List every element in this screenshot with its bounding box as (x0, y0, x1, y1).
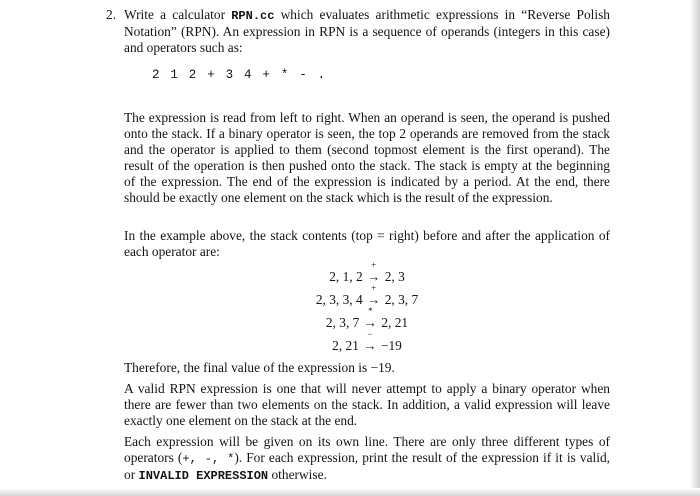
reading-rules-paragraph: The expression is read from left to right. When an operand is seen, the operand is pushed onto the stack. If a binary operator is seen, the top 2 operands are removed from the stack and the operator is applied to them (second topmost element is the first operand). The result of the operation is then pushed onto the stack. The stack is empty at the beginning of the expression. The end of the expression is indicated by a period. At the end, there should be exactly one element on the stack which is the result of the expression. (124, 110, 610, 205)
intro-text-start: Write a calculator (124, 7, 232, 22)
rpn-example-expression: 2 1 2 + 3 4 + * - . (152, 68, 327, 82)
apply-operator-arrow: − → (363, 329, 377, 353)
input-text-end: otherwise. (268, 467, 327, 482)
input-output-paragraph (124, 434, 610, 484)
example-intro-paragraph: In the example above, the stack contents (top = right) before and after the application of each operator are: (124, 228, 610, 259)
intro-text-end: which evaluates arithmetic expressions in “Reverse Polish Notation” (RPN). An expression in RPN is a sequence of operands (integers in this case) and operators such as: (124, 7, 611, 55)
stack-after: −19 (380, 338, 402, 353)
stack-before: 2, 21 (332, 338, 359, 353)
question-number: 2. (106, 7, 117, 22)
final-value-paragraph: Therefore, the final value of the expression is −19. (124, 360, 395, 375)
stack-after: 2, 21 (381, 315, 409, 330)
input-text-start: Each expression will be given on its own line. There are only three different types of operators ( (124, 434, 610, 465)
invalid-expression-code: INVALID EXPRESSION (138, 469, 269, 483)
operator-symbol: + (371, 283, 377, 293)
page-edge-shadow-bottom (0, 488, 700, 496)
page-edge-shadow-right (690, 0, 700, 496)
stack-after: 2, 3 (384, 269, 405, 284)
stack-after: 2, 3, 7 (384, 292, 419, 307)
stack-before: 2, 1, 2 (329, 269, 363, 284)
apply-operator-arrow: * → (363, 306, 378, 330)
valid-expression-paragraph: A valid RPN expression is one that will never attempt to apply a binary operator when there are fewer than two elements on the stack. In addition, a valid expression will leave exactly one element on the stack at the end. (124, 381, 610, 428)
stack-before: 2, 3, 3, 4 (315, 292, 363, 307)
apply-operator-arrow: + → (366, 260, 381, 284)
input-text-middle: ). For each expression, print the result of the expression if it is valid, or (124, 450, 610, 482)
operator-symbol: * (368, 306, 373, 316)
operators-list-code: +, -, * (182, 452, 235, 466)
operator-symbol: + (371, 260, 377, 270)
stack-transition-4 (124, 329, 610, 355)
operator-symbol: − (367, 329, 373, 339)
stack-before: 2, 3, 7 (325, 315, 360, 330)
apply-operator-arrow: + → (366, 283, 381, 307)
intro-paragraph (124, 7, 610, 56)
file-name-code: RPN.cc (231, 9, 275, 23)
